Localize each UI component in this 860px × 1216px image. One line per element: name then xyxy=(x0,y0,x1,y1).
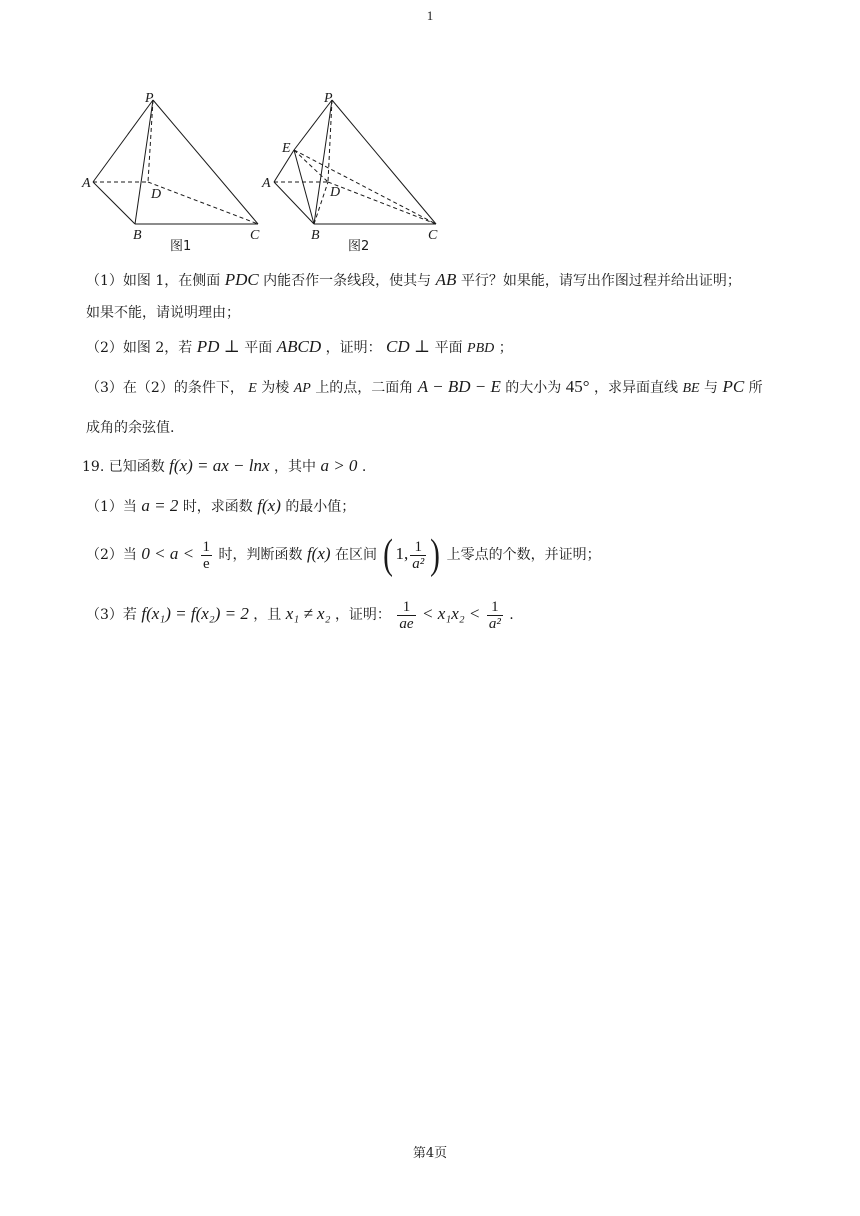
fig2-label-p: P xyxy=(324,91,333,106)
fig2-caption: 图2 xyxy=(348,239,370,254)
fig1-label-c: C xyxy=(250,228,260,243)
q19-part3: （3）若 f(x₁) = f(x₂) = 2 ，且 x₁ ≠ x₂ ，证明： $\frac{1}{ae}$ < x₁x₂ < $\frac{1}{\text{a²}}$ . xyxy=(86,598,514,632)
fraction-one-over-e: $\frac{1}{e}$ xyxy=(202,538,211,572)
q18-part1-line1: （1）如图 1，在侧面 PDC 内能否作一条线段，使其与 AB 平行？如果能，请写出作图过程并给出证明； xyxy=(86,270,741,289)
q19-part1: （1）当 a = 2 时，求函数 f(x) 的最小值； xyxy=(86,496,356,515)
fraction-one-over-ae: $\frac{1}{ae}$ xyxy=(399,598,414,632)
fig2-label-b: B xyxy=(311,228,320,243)
figures xyxy=(78,86,458,258)
figure-1 xyxy=(93,100,258,224)
q19-part2: （2）当 0 < a < $\frac{1}{e}$ 时，判断函数 f(x) 在区间 ( 1, $\frac{1}{\text{a²}}$ ) 上零点的个数，并证明； xyxy=(86,532,601,578)
q18-part3-line1: （3）在（2）的条件下， E 为棱 AP 上的点，二面角 A − BD − E 的大小为 45° ，求异面直线 BE 与 PC 所 xyxy=(86,377,763,396)
fig2-label-e: E xyxy=(282,141,291,156)
q18-part3-line2: 成角的余弦值. xyxy=(86,420,175,436)
fig1-caption: 图1 xyxy=(170,239,192,254)
fig1-label-a: A xyxy=(82,176,91,191)
q18-part2: （2）如图 2，若 PD ⊥ 平面 ABCD ，证明： CD ⊥ 平面 PBD ； xyxy=(86,337,513,356)
fig1-label-d: D xyxy=(151,187,162,202)
fig2-label-d: D xyxy=(330,185,341,200)
q19-stem: 19. 已知函数 f(x) = ax − lnx ，其中 a > 0 . xyxy=(82,456,367,475)
fig2-label-c: C xyxy=(428,228,438,243)
figure-2 xyxy=(274,100,436,224)
geometry-figures xyxy=(78,86,458,258)
fig1-label-p: P xyxy=(145,91,154,106)
fig1-label-b: B xyxy=(133,228,142,243)
fraction-one-over-a-squared-2: $\frac{1}{\text{a²}}$ xyxy=(488,598,501,632)
page-footer: 第4页 xyxy=(412,1146,448,1161)
fig2-label-a: A xyxy=(262,176,271,191)
fraction-one-over-a-squared: $\frac{1}{\text{a²}}$ xyxy=(412,538,425,572)
page-top-number: 1 xyxy=(426,8,434,23)
left-paren: ( xyxy=(383,532,394,578)
q18-part1-line2: 如果不能，请说明理由； xyxy=(86,305,240,321)
right-paren: ) xyxy=(430,532,441,578)
